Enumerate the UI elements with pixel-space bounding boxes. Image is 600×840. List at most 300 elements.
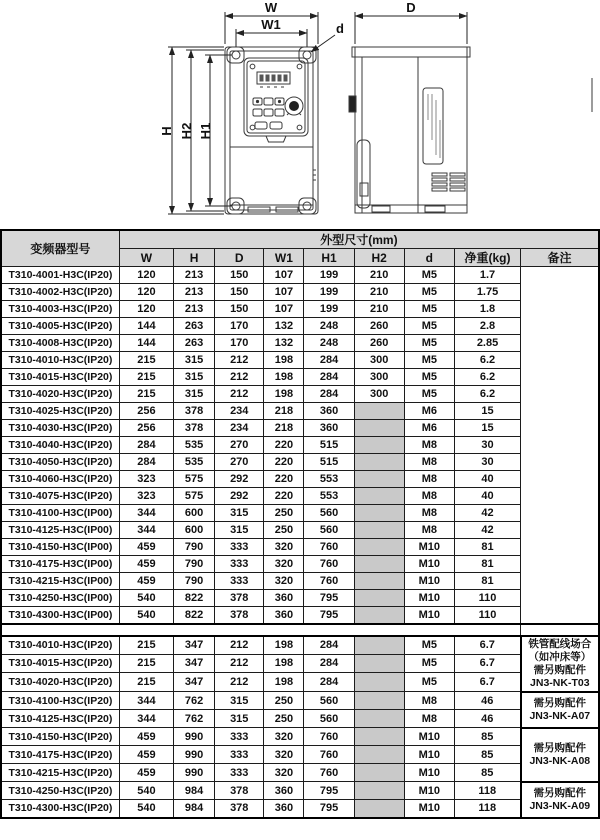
dim-cell-H1: 760 [304,556,354,573]
dim-cell-H2 [354,573,404,590]
dim-cell-H: 984 [174,800,215,818]
model-cell: T310-4300-H3C(IP00) [1,607,119,624]
dim-cell-W: 215 [119,352,173,369]
dim-cell-H2 [354,488,404,505]
dim-cell-W: 459 [119,539,173,556]
dim-cell-H2 [354,539,404,556]
model-cell: T310-4040-H3C(IP20) [1,437,119,454]
dim-label-h1: H1 [198,122,213,140]
dim-cell-W: 120 [119,284,173,301]
dim-cell-H1: 760 [304,728,354,746]
table-row [1,607,599,624]
table-row [1,746,599,764]
table-row [1,590,599,607]
dim-cell-D: 212 [215,673,264,692]
weight-cell: 15 [454,403,520,420]
dim-cell-W: 459 [119,556,173,573]
dim-cell-H: 600 [174,522,215,539]
table-row [1,284,599,301]
dim-cell-H1: 199 [304,267,354,284]
dim-cell-d: M5 [404,284,454,301]
keypad-buttons [253,98,284,129]
dim-cell-D: 234 [215,403,264,420]
dim-cell-d: M10 [404,800,454,818]
table-body [1,267,599,818]
dim-cell-H1: 560 [304,505,354,522]
model-cell: T310-4050-H3C(IP20) [1,454,119,471]
dim-cell-H2: 260 [354,335,404,352]
dim-cell-W: 120 [119,301,173,318]
dim-cell-D: 212 [215,654,264,673]
dim-cell-W: 215 [119,386,173,403]
dim-cell-W1: 320 [264,573,304,590]
dim-cell-H1: 795 [304,590,354,607]
dim-cell-W: 323 [119,488,173,505]
table-row [1,488,599,505]
table-row [1,420,599,437]
dim-cell-D: 315 [215,692,264,710]
table-row [1,369,599,386]
model-cell: T310-4005-H3C(IP20) [1,318,119,335]
dim-cell-H1: 284 [304,673,354,692]
dim-cell-H: 790 [174,573,215,590]
dim-cell-D: 292 [215,471,264,488]
weight-cell: 40 [454,488,520,505]
dim-cell-H2: 210 [354,284,404,301]
weight-cell: 6.2 [454,369,520,386]
dim-cell-d: M5 [404,386,454,403]
dim-cell-H2 [354,420,404,437]
table-row [1,654,599,673]
dim-cell-d: M8 [404,471,454,488]
dim-cell-H: 762 [174,692,215,710]
dim-cell-d: M10 [404,764,454,782]
dim-cell-H1: 760 [304,764,354,782]
weight-cell: 46 [454,692,520,710]
dim-cell-D: 212 [215,369,264,386]
model-cell: T310-4150-H3C(IP20) [1,728,119,746]
dim-cell-H2 [354,673,404,692]
dim-cell-D: 234 [215,420,264,437]
dim-cell-D: 315 [215,522,264,539]
dim-cell-D: 333 [215,764,264,782]
dim-cell-d: M5 [404,352,454,369]
dim-cell-H2 [354,454,404,471]
weight-cell: 6.7 [454,673,520,692]
table-row [1,471,599,488]
dim-cell-H1: 284 [304,636,354,655]
keypad-display [257,72,290,87]
dim-cell-H: 263 [174,335,215,352]
weight-cell: 46 [454,710,520,728]
dim-cell-d: M5 [404,335,454,352]
dim-cell-d: M6 [404,420,454,437]
table-row [1,505,599,522]
weight-cell: 30 [454,454,520,471]
model-cell: T310-4250-H3C(IP20) [1,782,119,800]
dim-cell-H2 [354,590,404,607]
model-cell: T310-4001-H3C(IP20) [1,267,119,284]
dim-cell-d: M5 [404,318,454,335]
dim-cell-d: M8 [404,692,454,710]
col-header-备注: 备注 [521,249,599,267]
model-cell: T310-4300-H3C(IP20) [1,800,119,818]
dim-cell-W1: 220 [264,437,304,454]
weight-cell: 1.7 [454,267,520,284]
separator-remark-cell [521,624,599,636]
dim-cell-H: 575 [174,471,215,488]
model-cell: T310-4030-H3C(IP20) [1,420,119,437]
dim-cell-H: 762 [174,710,215,728]
weight-cell: 6.7 [454,636,520,655]
dim-cell-H1: 795 [304,800,354,818]
dim-cell-W1: 220 [264,471,304,488]
model-cell: T310-4015-H3C(IP20) [1,369,119,386]
dim-cell-W: 540 [119,782,173,800]
table-row [1,764,599,782]
dim-cell-D: 315 [215,710,264,728]
model-cell: T310-4100-H3C(IP20) [1,692,119,710]
dim-cell-d: M8 [404,488,454,505]
dim-cell-H1: 760 [304,746,354,764]
dim-cell-W1: 107 [264,284,304,301]
dim-cell-H: 990 [174,764,215,782]
dim-cell-W: 459 [119,746,173,764]
remark-line: （如冲床等） [528,650,592,663]
model-cell: T310-4020-H3C(IP20) [1,673,119,692]
dim-cell-d: M8 [404,454,454,471]
table-row [1,335,599,352]
col-header-净重(kg): 净重(kg) [454,249,520,267]
table-row [1,800,599,818]
remark-line: 需另购配件 [533,786,587,799]
front-view-drawing [225,47,318,214]
dim-cell-H: 347 [174,673,215,692]
dim-label-depth: D [406,0,416,15]
weight-cell: 6.7 [454,654,520,673]
dim-cell-d: M5 [404,301,454,318]
dim-cell-W: 215 [119,654,173,673]
dim-cell-D: 270 [215,437,264,454]
dim-cell-H2: 210 [354,301,404,318]
dim-cell-H2 [354,556,404,573]
dim-cell-H2 [354,800,404,818]
remark-line: 需另购配件 [533,663,587,676]
table-row [1,352,599,369]
dim-cell-W1: 250 [264,505,304,522]
model-cell: T310-4125-H3C(IP00) [1,522,119,539]
dim-cell-W: 323 [119,471,173,488]
dim-cell-W1: 360 [264,782,304,800]
dim-cell-W: 344 [119,710,173,728]
model-cell: T310-4003-H3C(IP20) [1,301,119,318]
dim-cell-H: 822 [174,607,215,624]
vent-slots [432,173,465,191]
model-cell: T310-4025-H3C(IP20) [1,403,119,420]
dim-cell-H2 [354,403,404,420]
dim-cell-W1: 107 [264,267,304,284]
dim-cell-d: M10 [404,728,454,746]
dim-cell-d: M8 [404,437,454,454]
dim-cell-H2: 260 [354,318,404,335]
dim-cell-W1: 320 [264,539,304,556]
weight-cell: 110 [454,590,520,607]
remark-cell [521,782,599,818]
dim-cell-W: 120 [119,267,173,284]
side-view-drawing [349,47,592,213]
weight-cell: 110 [454,607,520,624]
model-cell: T310-4150-H3C(IP00) [1,539,119,556]
dim-label-h2: H2 [179,122,194,140]
dim-cell-D: 315 [215,505,264,522]
dim-cell-H1: 360 [304,420,354,437]
dim-cell-H: 213 [174,301,215,318]
dim-cell-D: 170 [215,335,264,352]
dim-cell-H: 990 [174,728,215,746]
dim-cell-D: 333 [215,746,264,764]
dim-cell-d: M8 [404,710,454,728]
model-cell: T310-4002-H3C(IP20) [1,284,119,301]
table-row [1,556,599,573]
dim-cell-d: M10 [404,607,454,624]
col-header-H2: H2 [354,249,404,267]
side-view-dimensions [355,0,467,44]
dim-cell-H: 990 [174,746,215,764]
remark-line: JN3-NK-T03 [530,676,590,689]
dim-cell-H2 [354,782,404,800]
dim-label-d-hole: d [336,21,344,36]
dim-cell-W1: 360 [264,607,304,624]
dim-cell-H1: 199 [304,284,354,301]
dim-cell-H2 [354,636,404,655]
table-row [1,522,599,539]
col-header-d: d [404,249,454,267]
front-view-dimensions [159,0,344,214]
dim-cell-W: 215 [119,636,173,655]
remark-cell [521,728,599,782]
dim-cell-W1: 218 [264,420,304,437]
dimension-drawings [0,0,600,229]
dim-cell-W: 215 [119,369,173,386]
table-row [1,403,599,420]
dim-cell-D: 378 [215,590,264,607]
dim-cell-D: 150 [215,284,264,301]
dim-cell-H: 315 [174,369,215,386]
dim-cell-H2: 300 [354,369,404,386]
dim-cell-W1: 220 [264,488,304,505]
table-row [1,728,599,746]
model-cell: T310-4250-H3C(IP00) [1,590,119,607]
dim-cell-H2: 300 [354,352,404,369]
dim-cell-d: M5 [404,267,454,284]
remark-cell [521,692,599,728]
dim-cell-d: M5 [404,369,454,386]
dim-cell-d: M5 [404,636,454,655]
dim-label-w1: W1 [261,17,281,32]
dim-cell-d: M10 [404,746,454,764]
col-header-D: D [215,249,264,267]
dim-cell-H: 790 [174,556,215,573]
weight-cell: 2.8 [454,318,520,335]
table-row [1,692,599,710]
dim-cell-D: 170 [215,318,264,335]
dim-cell-W1: 320 [264,728,304,746]
weight-cell: 81 [454,556,520,573]
weight-cell: 15 [454,420,520,437]
table-row [1,782,599,800]
table-row [1,267,599,284]
dim-cell-H2 [354,522,404,539]
dim-cell-W: 459 [119,573,173,590]
table-row [1,437,599,454]
dim-cell-W: 540 [119,800,173,818]
col-header-dimensions-group: 外型尺寸(mm) [119,230,599,249]
dim-cell-W1: 360 [264,800,304,818]
dim-cell-D: 333 [215,573,264,590]
remark-line: 铁管配线场合 [528,637,592,650]
dim-cell-H1: 284 [304,369,354,386]
dim-cell-d: M6 [404,403,454,420]
weight-cell: 6.2 [454,386,520,403]
model-cell: T310-4215-H3C(IP00) [1,573,119,590]
mounting-hook [349,96,356,112]
dim-cell-W1: 107 [264,301,304,318]
table-row [1,301,599,318]
dim-cell-H1: 553 [304,471,354,488]
dim-cell-H: 535 [174,437,215,454]
weight-cell: 85 [454,764,520,782]
dim-cell-d: M5 [404,673,454,692]
dim-cell-d: M5 [404,654,454,673]
weight-cell: 2.85 [454,335,520,352]
dim-cell-H1: 199 [304,301,354,318]
dim-cell-H1: 515 [304,454,354,471]
model-cell: T310-4060-H3C(IP20) [1,471,119,488]
dim-cell-H: 575 [174,488,215,505]
model-cell: T310-4175-H3C(IP00) [1,556,119,573]
dim-cell-H: 213 [174,267,215,284]
table-row [1,539,599,556]
dim-label-w: W [264,0,278,15]
dim-cell-W1: 250 [264,522,304,539]
dim-cell-H2 [354,764,404,782]
dim-cell-D: 378 [215,607,264,624]
dim-cell-H: 347 [174,636,215,655]
table-row [1,710,599,728]
dim-cell-W: 344 [119,522,173,539]
weight-cell: 1.75 [454,284,520,301]
dim-cell-W1: 132 [264,335,304,352]
dim-cell-H1: 560 [304,522,354,539]
dim-cell-d: M8 [404,522,454,539]
nameplate [423,88,443,164]
dim-cell-H1: 760 [304,573,354,590]
model-cell: T310-4075-H3C(IP20) [1,488,119,505]
dim-cell-H1: 795 [304,782,354,800]
dim-cell-H: 535 [174,454,215,471]
col-header-W1: W1 [264,249,304,267]
dim-cell-W1: 250 [264,692,304,710]
dim-cell-H1: 284 [304,352,354,369]
dim-cell-D: 333 [215,539,264,556]
remark-line: 需另购配件 [533,741,587,754]
dim-cell-W: 144 [119,335,173,352]
remark-line: JN3-NK-A07 [529,709,591,722]
dim-cell-W: 344 [119,505,173,522]
dim-cell-d: M10 [404,556,454,573]
dim-cell-H2 [354,437,404,454]
dim-cell-H2 [354,728,404,746]
table-row [1,636,599,655]
model-cell: T310-4100-H3C(IP00) [1,505,119,522]
dim-cell-H: 984 [174,782,215,800]
dim-cell-H: 822 [174,590,215,607]
dim-cell-D: 212 [215,636,264,655]
dim-cell-d: M10 [404,782,454,800]
dim-cell-H1: 284 [304,386,354,403]
dim-cell-D: 333 [215,556,264,573]
table-row [1,454,599,471]
weight-cell: 85 [454,746,520,764]
weight-cell: 1.8 [454,301,520,318]
dim-cell-W: 144 [119,318,173,335]
dim-cell-D: 212 [215,352,264,369]
dim-cell-H1: 760 [304,539,354,556]
weight-cell: 81 [454,539,520,556]
remark-line: JN3-NK-A09 [529,799,591,812]
dim-cell-H: 347 [174,654,215,673]
dim-cell-W1: 320 [264,746,304,764]
model-cell: T310-4215-H3C(IP20) [1,764,119,782]
dim-cell-H2 [354,746,404,764]
dim-cell-D: 212 [215,386,264,403]
weight-cell: 42 [454,522,520,539]
dim-cell-H2 [354,654,404,673]
dim-cell-H2: 300 [354,386,404,403]
dim-cell-H: 315 [174,352,215,369]
model-cell: T310-4010-H3C(IP20) [1,636,119,655]
dim-cell-D: 292 [215,488,264,505]
dim-cell-H: 600 [174,505,215,522]
dim-cell-W: 284 [119,437,173,454]
dim-cell-d: M10 [404,573,454,590]
model-cell: T310-4175-H3C(IP20) [1,746,119,764]
model-cell: T310-4020-H3C(IP20) [1,386,119,403]
weight-cell: 118 [454,800,520,818]
weight-cell: 85 [454,728,520,746]
model-cell: T310-4008-H3C(IP20) [1,335,119,352]
outline-drawing-svg [0,0,600,229]
dimensions-table [0,229,600,819]
dim-cell-d: M8 [404,505,454,522]
dim-cell-H1: 248 [304,335,354,352]
table-row [1,386,599,403]
dim-cell-H2 [354,505,404,522]
weight-cell: 81 [454,573,520,590]
dim-cell-H1: 515 [304,437,354,454]
col-header-H: H [174,249,215,267]
dim-cell-H: 315 [174,386,215,403]
dim-cell-W: 344 [119,692,173,710]
keypad-panel [244,58,308,142]
dim-cell-W1: 320 [264,764,304,782]
weight-cell: 40 [454,471,520,488]
dim-cell-W1: 198 [264,369,304,386]
dim-cell-H: 263 [174,318,215,335]
weight-cell: 30 [454,437,520,454]
dim-cell-H: 378 [174,403,215,420]
col-header-W: W [119,249,173,267]
